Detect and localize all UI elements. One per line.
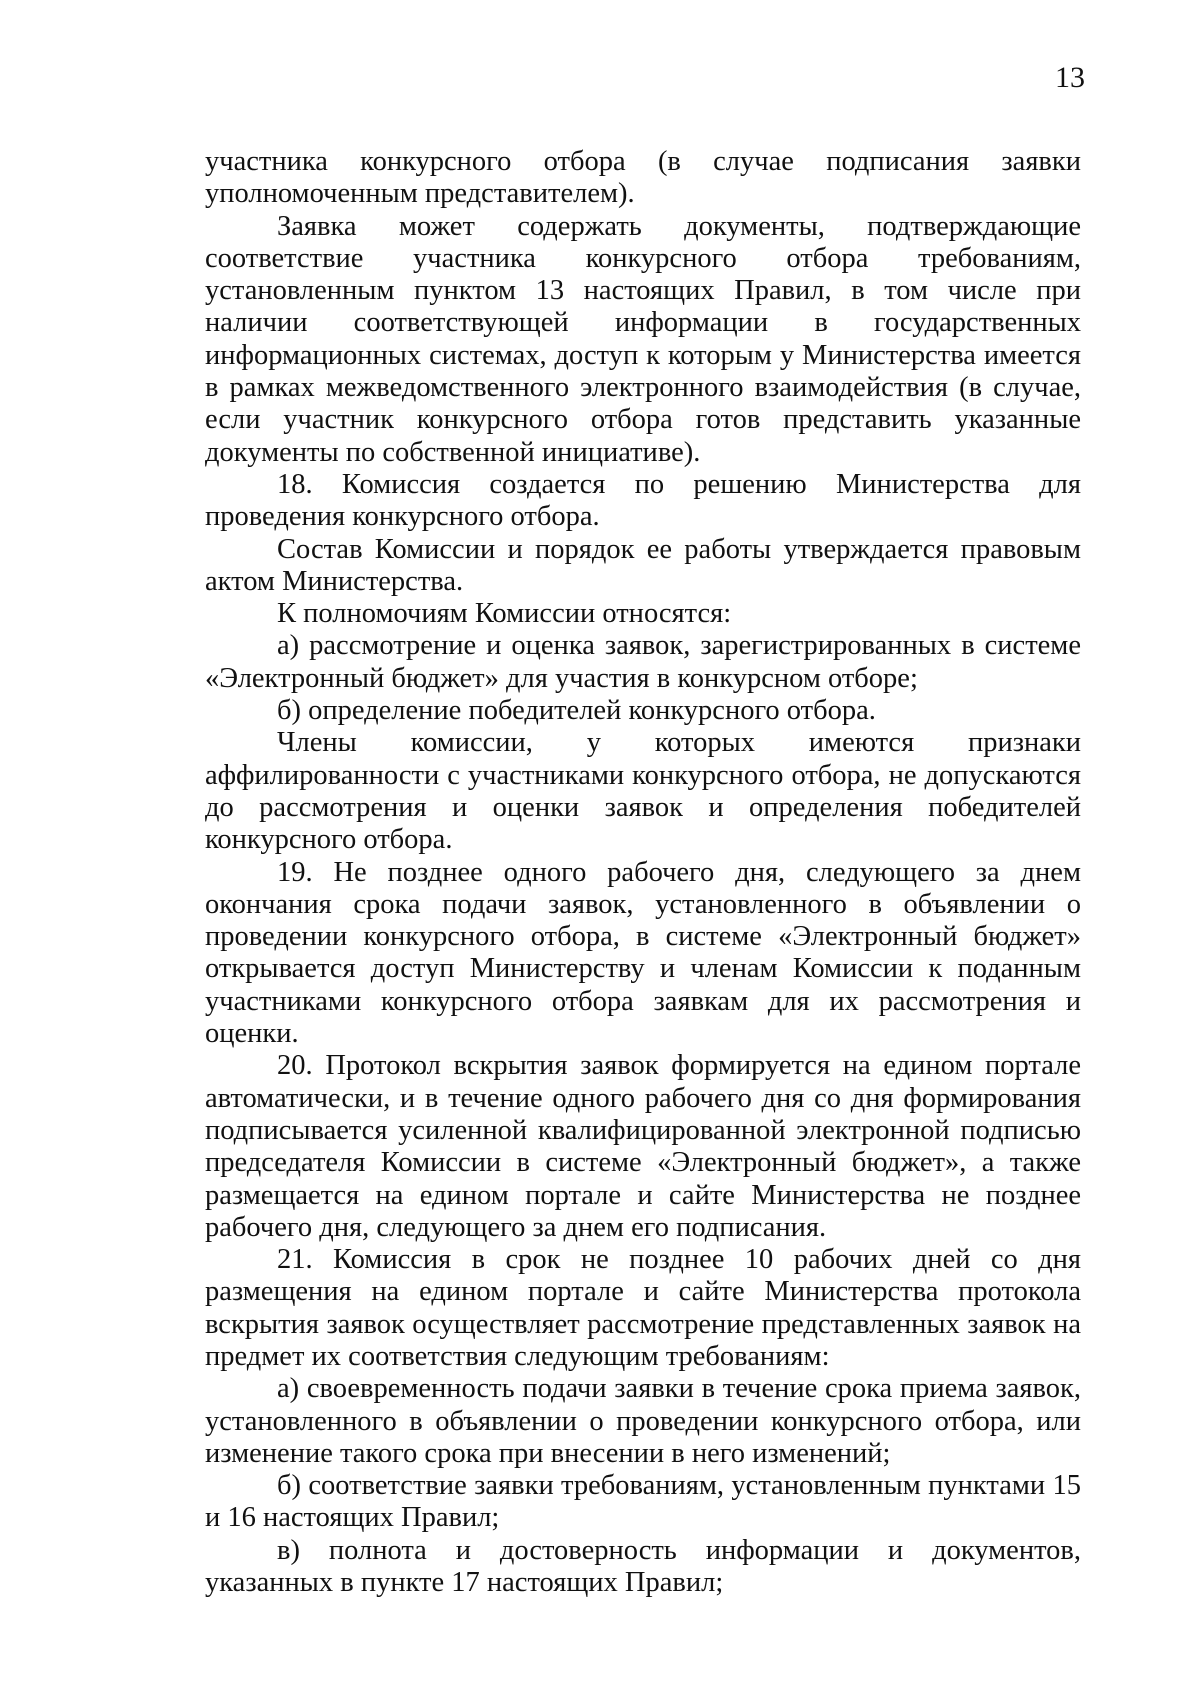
- paragraph: Члены комиссии, у которых имеются признаки аффилированности с участниками конкурсного отбора, не допускаются до рассмотрения и оценки заявок и определения победителей конкурсного отбора.: [205, 727, 1081, 856]
- paragraph: а) рассмотрение и оценка заявок, зарегистрированных в системе «Электронный бюджет» для участия в конкурсном отборе;: [205, 630, 1081, 694]
- paragraph: 20. Протокол вскрытия заявок формируется на едином портале автоматически, и в течение одного рабочего дня со дня формирования подписывается усиленной квалифицированной электронной подписью председателя Комиссии в системе «Электронный бюджет», а также размещается на едином портале и сайте Министерства не позднее рабочего дня, следующего за днем его подписания.: [205, 1050, 1081, 1243]
- paragraph: в) полнота и достоверность информации и документов, указанных в пункте 17 настоящих Правил;: [205, 1534, 1081, 1599]
- paragraph: б) соответствие заявки требованиям, установленным пунктами 15 и 16 настоящих Правил;: [205, 1470, 1081, 1534]
- document-body: [205, 146, 1081, 1599]
- paragraph: б) определение победителей конкурсного отбора.: [277, 695, 876, 727]
- paragraph: 19. Не позднее одного рабочего дня, следующего за днем окончания срока подачи заявок, установленного в объявлении о проведении конкурсного отбора, в системе «Электронный бюджет» открывается доступ Министерству и членам Комиссии к поданным участниками конкурсного отбора заявкам для их рассмотрения и оценки.: [205, 856, 1081, 1050]
- paragraph: участника конкурсного отбора (в случае подписания заявки уполномоченным представителем).: [205, 146, 1081, 210]
- paragraph: Состав Комиссии и порядок ее работы утверждается правовым актом Министерства.: [205, 533, 1081, 597]
- paragraph: К полномочиям Комиссии относятся:: [277, 598, 732, 630]
- paragraph: 18. Комиссия создается по решению Министерства для проведения конкурсного отбора.: [205, 468, 1081, 533]
- page-number: 13: [1055, 61, 1085, 94]
- paragraph: Заявка может содержать документы, подтверждающие соответствие участника конкурсного отбора требованиям, установленным пунктом 13 настоящих Правил, в том числе при наличии соответствующей информации в государственных информационных системах, доступ к которым у Министерства имеется в рамках межведомственного электронного взаимодействия (в случае, если участник конкурсного отбора готов представить указанные документы по собственной инициативе).: [205, 210, 1081, 468]
- paragraph: а) своевременность подачи заявки в течение срока приема заявок, установленного в объявлении о проведении конкурсного отбора, или изменение такого срока при внесении в него изменений;: [205, 1373, 1081, 1469]
- paragraph: 21. Комиссия в срок не позднее 10 рабочих дней со дня размещения на едином портале и сайте Министерства протокола вскрытия заявок осуществляет рассмотрение представленных заявок на предмет их соответствия следующим требованиям:: [205, 1244, 1081, 1372]
